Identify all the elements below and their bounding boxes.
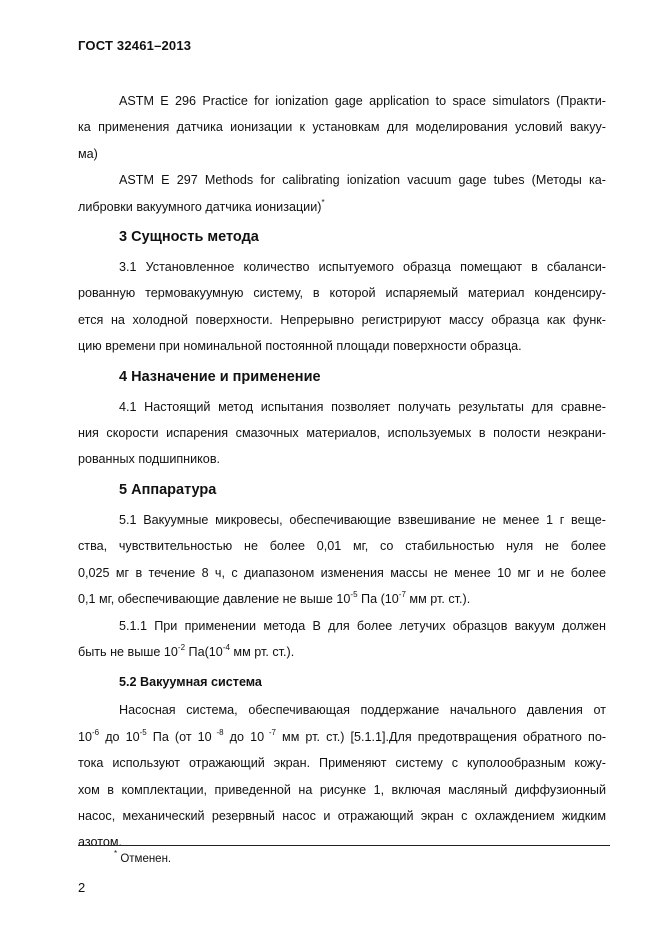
section-4-heading: 4 Назначение и применение xyxy=(119,368,321,385)
section-5-1-paragraph: 5.1 Вакуумные микровесы, обеспечивающие взвешивание не менее 1 г веще- ства, чувствительностью не более 0,01 мг, со стабильностью нуля не более 0,025 мг в течение 8 ч, с диапазоном изменения массы не менее 10 мг и не более 0,1 мг, обеспечивающие давление не выше $10^{-5}$ Па ($10^{-7}$ мм рт. ст.). xyxy=(78,512,606,607)
section-5-2-heading: 5.2 Вакуумная система xyxy=(119,675,262,690)
footnote-divider xyxy=(78,845,610,846)
page-number: 2 xyxy=(78,880,86,895)
section-3-heading: 3 Сущность метода xyxy=(119,229,259,246)
reference-astm-e296: ASTM E 296 Practice for ionization gage application to space simulators (Практи- ка применения датчика ионизации к установкам для моделирования условий вакуу- ма) xyxy=(78,94,606,161)
document-body xyxy=(78,88,606,856)
section-5-2-paragraph: Насосная система, обеспечивающая поддержание начального давления от $10^{-6}$ до $10^{-5}$ Па (от 10 $^{-8}$ до 10 $^{-7}$ мм рт. ст.) [5.1.1].Для предотвращения обратного по- тока используют отражающий экран. Применяют систему с куполообразным кожу- хом в комплектации, приведенной на рисунке 1, включая масляный диффузионный насос, механический резервный насос и отражающий экран с охлаждением жидким азотом. xyxy=(78,703,607,850)
section-5-1-1-paragraph: 5.1.1 При применении метода В для более летучих образцов вакуум должен быть не выше $10^{-2}$ $Па(10^{-4}$ мм рт. ст.). xyxy=(78,618,606,659)
footnote-marker: * xyxy=(321,197,325,207)
footnote: * Отменен. xyxy=(114,849,172,865)
section-4-paragraph: 4.1 Настоящий метод испытания позволяет получать результаты для сравне- ния скорости испарения смазочных материалов, используемых в полости неэкрани- рованных подшипников. xyxy=(78,399,606,467)
reference-astm-e297: ASTM E 297 Methods for calibrating ionization vacuum gage tubes (Методы ка- либровки вакуумного датчика ионизации)* xyxy=(78,173,606,214)
section-5-heading: 5 Аппаратура xyxy=(119,481,217,498)
section-3-paragraph: 3.1 Установленное количество испытуемого образца помещают в сбаланси- рованную термовакуумную систему, в которой испаряемый материал конденсиру- ется на холодной поверхности. Непрерывно регистрируют массу образца как функ- цию времени при номинальной постоянной площади поверхности образца. xyxy=(78,260,606,354)
document-header: ГОСТ 32461–2013 xyxy=(78,38,192,53)
